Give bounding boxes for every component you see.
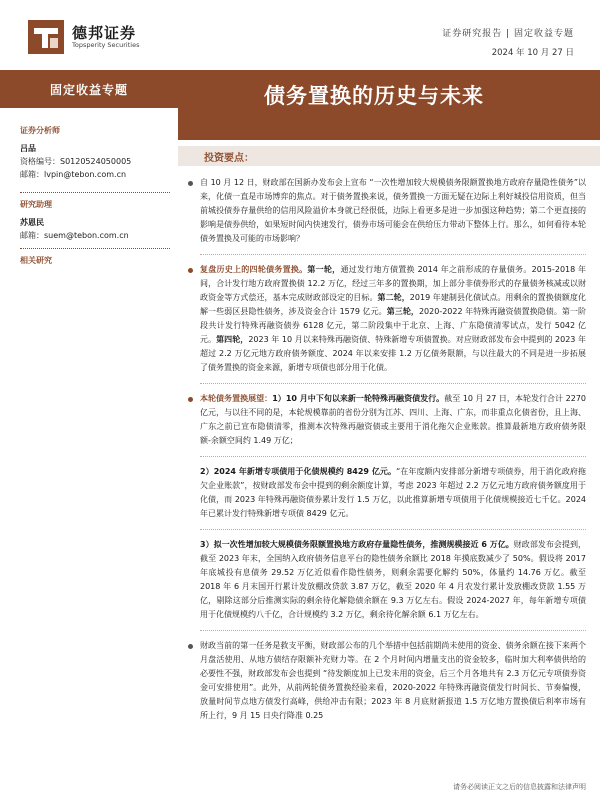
analyst-heading: 证券分析师 [20,126,60,135]
divider [200,383,586,384]
bullet-icon [188,397,193,402]
report-header [0,0,600,66]
tebon-logo-icon [28,20,64,54]
report-title: 债务置换的历史与未来 [264,84,484,108]
divider [200,254,586,255]
paragraph-special-bonds: 2）2024 年新增专项债用于化债规模约 8429 亿元。“在年度额内安排部分新增专项债券，用于消化政府拖欠企业账款”，按财政部发布会中提到的剩余额度计算，考虑 2023 年超过 2.2 万亿元地方政府债务额度用于化债，而 2023 年特殊再融资债券累计发行 1.5 万亿，以此推算新增专项债用于化债规模接近七千亿。2024 年已累计发行特殊新增专项债 8429 亿元。 [200,467,586,518]
assistant-heading: 研究助理 [20,200,52,209]
divider [200,630,586,631]
sidebar-divider [20,192,170,193]
report-body [186,176,586,731]
related-block [20,254,170,272]
assistant-name: 苏恩民 [20,218,44,227]
bullet-icon [188,181,193,186]
divider [200,456,586,457]
related-heading: 相关研究 [20,256,52,265]
analyst-cert: 资格编号：S0120524050005 [20,157,132,166]
sidebar-divider [20,248,170,249]
disclaimer-footer: 请务必阅读正文之后的信息披露和法律声明 [453,783,586,791]
divider [200,529,586,530]
analyst-block [20,124,170,181]
assistant-email[interactable]: 邮箱：suem@tebon.com.cn [20,231,129,240]
assistant-block [20,198,170,242]
bullet-icon [188,644,193,649]
paragraph-hidden-debt: 3）拟一次性增加较大规模债务限额置换地方政府存量隐性债务，推测规模接近 6 万亿。财政部发布会提到，截至 2023 年末，全国纳入政府债务信息平台的隐性债务余额比 2018 年摸底数减少了 50%。假设将 2017 年底城投有息债务 29.52 万亿近似看作隐性债务，则剩余需要化解约 50%，体量约 14.76 万亿。截至 2018 年 6 月末国开行累计发放棚改贷款 3.87 万亿，截至 2020 年 4 月农发行累计发放棚改贷款 1.55 万亿，剔除这部分后推测实际的剩余待化解隐债余额在 9.3 万亿左右。假设 2024-2027 年，每年新增专项债用于化债规模约八千亿，合计规模约 3.2 万亿，剩余待化解余额 6.1 万亿左右。 [200,540,586,619]
paragraph-history: 复盘历史上的四轮债务置换。第一轮，通过发行地方债置换 2014 年之前形成的存量债务。2015-2018 年间，合计发行地方政府置换债 12.2 万亿，经过三年多的置换期，加上部分非债券形式的存量债务核减或以财政资金等方式偿还，基本完成财政部设定的目标。第二轮，2019 年建制县化债试点。用剩余的置换债额度化解一些弱区县隐性债务，涉及资金合计 1579 亿元。第三轮，2020-2022 年特殊再融资债置换隐债。第一阶段共计发行特殊再融资债券 6128 亿元，第二阶段集中于北京、上海、广东隐债清零试点，发行 5042 亿元。第四轮，2023 年 10 月以来特殊再融资债、特殊新增专项债置换。对应财政部发布会中提到的 2023 年超过 2.2 万亿元地方政府债务额度、2024 年以来安排 1.2 万亿债务限额，与以往最大的不同是进一步拓展了债务置换的资金来源，新增专项债也部分用于化债。 [186,263,586,375]
summary-label: 投资要点： [204,153,254,164]
analyst-email[interactable]: 邮箱：lvpin@tebon.com.cn [20,170,127,179]
brand-english-name: Topsperity Securities [72,41,140,49]
paragraph-intro: 自 10 月 12 日，财政部在国新办发布会上宣布 “一次性增加较大规模债务限额置换地方政府存量隐性债务”以来，化债一直是市场博弈的焦点。对于债务置换来说，债务置换一方面无疑在边际上利好城投信用资质，但当前城投债券存量供给的信用风险溢价本身就已经很低，边际上看更多是进一步加强这种趋势；第二个更直接的影响是债券供给，如果短时间内快速发行，债券市场可能会在供给压力带动下整体上行。那么，如何看待本轮债务置换及可能的市场影响？ [186,176,586,246]
report-type: 证券研究报告 | 固定收益专题 [442,29,574,39]
brand-name: 德邦证券 [72,24,137,42]
summary-bar [178,146,600,166]
analyst-name: 吕品 [20,144,36,153]
paragraph-outlook: 本轮债务置换展望：1）10 月中下旬以来新一轮特殊再融资债发行。截至 10 月 27 日，本轮发行合计 2270 亿元，与以往不同的是，本轮规模靠前的省份分别为江苏、四川、上海、广东，而非重点化债省份，且上海、广东之前已宣布隐债清零，推测本次特殊再融资债或主要用于消化拖欠企业账款。推算最新地方政府债务限额-余额空间约 1.49 万亿； [186,392,586,448]
paragraph-fiscal: 财政当前的第一任务是救支平衡，财政部公布的几个举措中包括前期尚未使用的资金、债务余额在接下来两个月盘活使用、从地方债结存限额补充财力等。在 2 个月时间内增量支出的资金较多，临时加大利率债供给的必要性不强，财政部发布会也提到 “待发额度加上已发未用的资金，后三个月各地共有 2.3 万亿元专项债券资金可安排使用”。此外，从前两轮债务置换经验来看，2020-2022 年特殊再融资债发行时间长、节奏偏慢，放量时间节点地方债发行高峰，供给冲击有限；2023 年 8 月底财新报道 1.5 万亿地方置换债后利率市场有所上行，9 月 15 日央行降准 0.25 [186,639,586,723]
title-banner [178,70,600,140]
bullet-icon [188,268,193,273]
sidebar-banner: 固定收益专题 [0,70,178,108]
report-date: 2024 年 10 月 27 日 [491,48,574,58]
